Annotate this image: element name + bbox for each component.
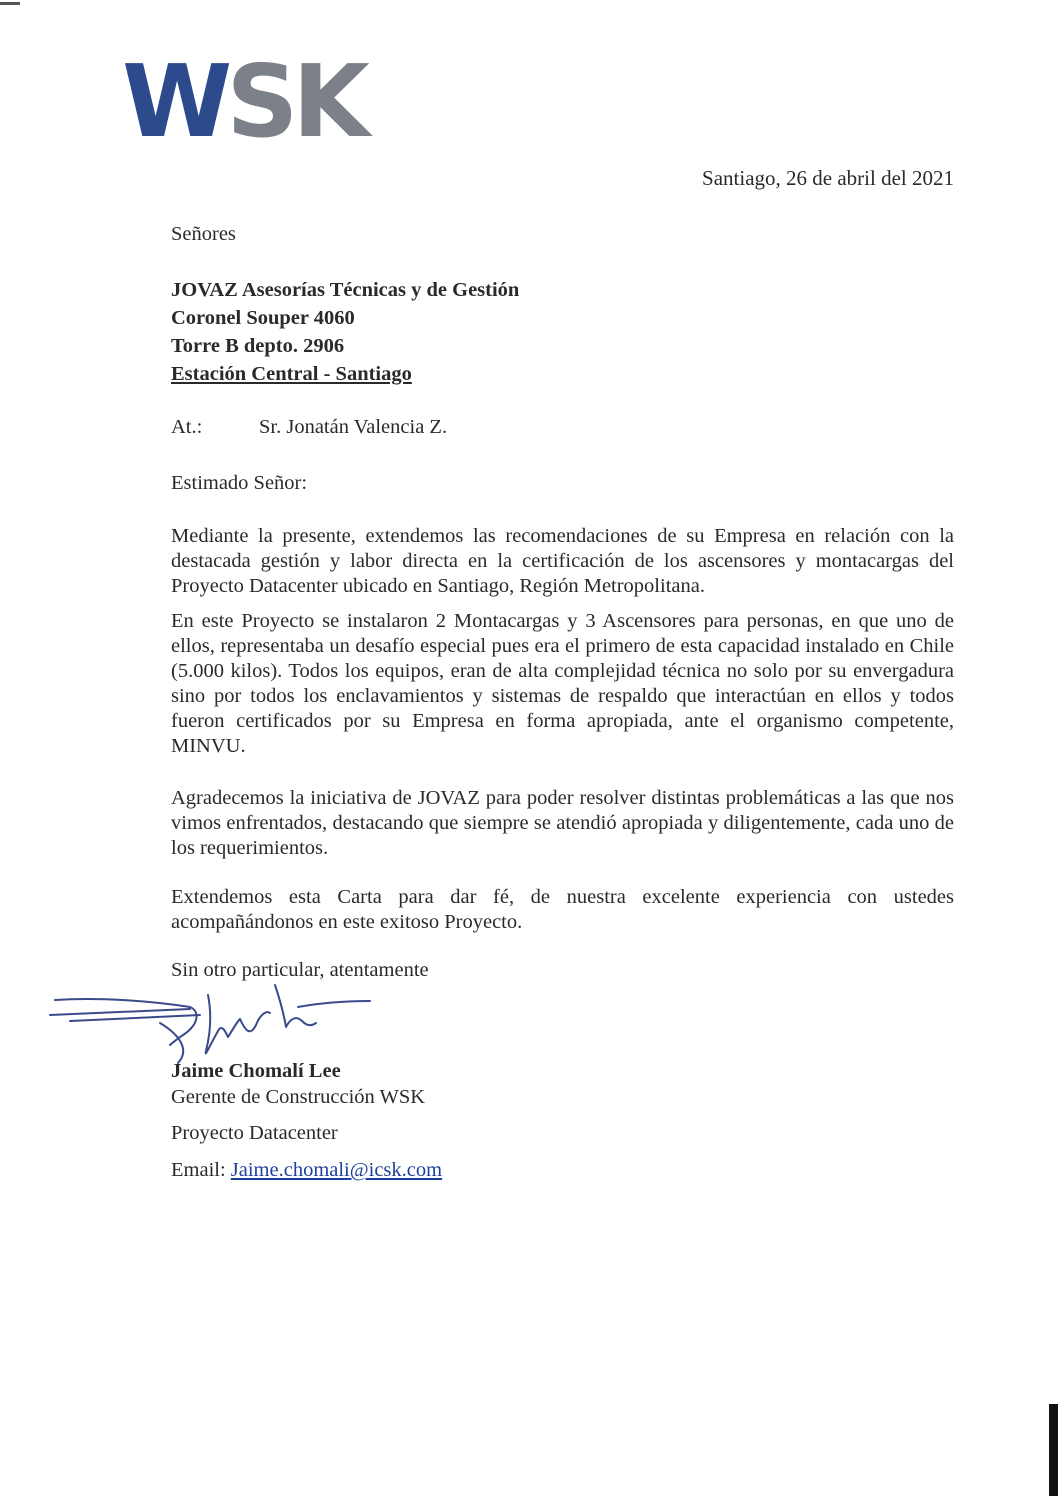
closing-line: Sin otro particular, atentamente <box>171 959 429 981</box>
body-paragraph-1: Mediante la presente, extendemos las recomendaciones de su Empresa en relación con la destacada gestión y labor directa en la certificación de los ascensores y montacargas del Proyecto Datacenter ubicado en Santiago, Región Metropolitana. <box>171 525 954 597</box>
attention-label: At.: <box>171 416 203 438</box>
logo-part-sk: SK <box>226 43 364 160</box>
company-logo <box>122 43 364 160</box>
signatory-project: Proyecto Datacenter <box>171 1122 338 1144</box>
address-line-company: JOVAZ Asesorías Técnicas y de Gestión <box>171 279 520 301</box>
signatory-email-line <box>171 1158 954 1183</box>
body-paragraph-3: Agradecemos la iniciativa de JOVAZ para poder resolver distintas problemáticas a las que nos vimos enfrentados, destacando que siempre se atendió apropiada y diligentemente, cada uno de los requerimientos. <box>171 787 954 859</box>
address-line-street: Coronel Souper 4060 <box>171 307 355 329</box>
recipient-address <box>171 276 954 388</box>
greeting: Estimado Señor: <box>171 472 308 494</box>
address-line-unit: Torre B depto. 2906 <box>171 335 345 357</box>
signatory-name: Jaime Chomalí Lee <box>171 1060 341 1082</box>
letter-date: Santiago, 26 de abril del 2021 <box>702 166 954 190</box>
attention-name: Sr. Jonatán Valencia Z. <box>259 416 448 438</box>
body-paragraph-4: Extendemos esta Carta para dar fé, de nuestra excelente experiencia con ustedes acompañándonos en este exitoso Proyecto. <box>171 886 954 933</box>
address-line-city: Estación Central - Santiago <box>171 363 412 385</box>
attention-line <box>171 415 954 440</box>
logo-part-w: W <box>122 43 227 160</box>
scan-mark <box>0 2 20 5</box>
scan-mark <box>1049 1404 1058 1496</box>
email-label: Email: <box>171 1159 226 1181</box>
handwritten-signature <box>40 975 400 1070</box>
signatory-title: Gerente de Construcción WSK <box>171 1086 426 1108</box>
email-link[interactable]: Jaime.chomali@icsk.com <box>230 1159 443 1181</box>
salutation: Señores <box>171 223 236 245</box>
body-paragraph-2: En este Proyecto se instalaron 2 Montacargas y 3 Ascensores para personas, en que uno de ellos, representaba un desafío especial pues era el primero de esta capacidad instalado en Chile (5.000 kilos). Todos los equipos, eran de alta complejidad técnica no solo por su envergadura sino por todos los enclavamientos y sistemas de respaldo que interactúan en ellos y todos fueron certificados por su Empresa en forma apropiada, ante el organismo competente, MINVU. <box>171 610 954 757</box>
